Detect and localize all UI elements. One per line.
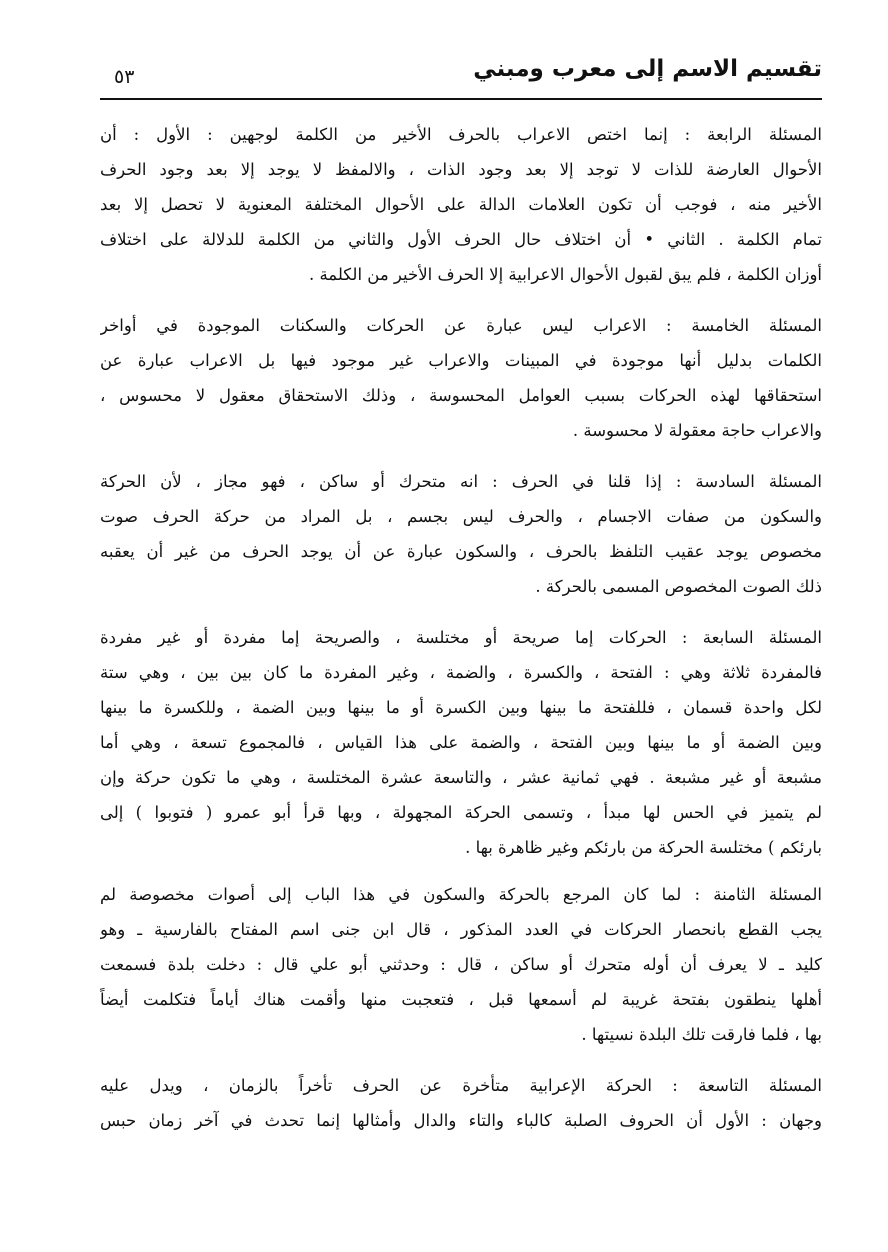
- text-line: الكلمات بدليل أنها موجودة في المبينات والاعراب غير موجود فيها بل الاعراب عبارة عن: [100, 351, 822, 370]
- text-line: الأحوال العارضة للذات لا توجد إلا بعد وجود الذات ، والالمفظ لا يوجد إلا بعد وجود الحرف: [100, 160, 822, 179]
- paragraph-question-5: [100, 308, 822, 448]
- text-line: أهلها ينطقون بفتحة غريبة لم أسمعها قبل ، فتعجبت منها وأقمت هناك أياماً فتكلمت أيضاً: [100, 990, 822, 1009]
- text-line: مخصوص يوجد عقيب التلفظ بالحرف ، والسكون عبارة عن أن يوجد الحرف من غير أن يعقبه: [100, 542, 822, 561]
- text-line: المسئلة السابعة : الحركات إما صريحة أو مختلسة ، والصريحة إما مفردة أو غير مفردة: [100, 628, 822, 647]
- text-line: ذلك الصوت المخصوص المسمى بالحركة .: [535, 577, 822, 596]
- paragraph-question-7: [100, 620, 822, 865]
- text-line: المسئلة الرابعة : إنما اختص الاعراب بالحرف الأخير من الكلمة لوجهين : الأول : أن: [100, 125, 822, 144]
- text-line: الأخير منه ، فوجب أن تكون العلامات الدالة على الأحوال المختلفة المعنوية لا تحصل إلا بعد: [100, 195, 822, 214]
- text-line: تمام الكلمة . الثاني • أن اختلاف حال الحرف الأول والثاني من الكلمة للدلالة على اختلاف: [100, 230, 822, 249]
- text-line: لكل واحدة قسمان ، فللفتحة ما بينها وبين الكسرة أو ما بينها وبين الضمة ، وللكسرة ما بينها: [100, 698, 822, 717]
- text-line: المسئلة الثامنة : لما كان المرجع بالحركة والسكون في هذا الباب إلى أصوات مخصوصة لم: [100, 885, 822, 904]
- text-line: وبين الضمة أو ما بينها وبين الفتحة ، والضمة على هذا القياس ، فالمجموع تسعة ، وهي أما: [100, 733, 822, 752]
- text-line: يجب القطع بانحصار الحركات في العدد المذكور ، قال ابن جنى اسم المفتاح بالفارسية ـ وهو: [100, 920, 822, 939]
- text-line: والاعراب حاجة معقولة لا محسوسة .: [572, 421, 822, 440]
- text-line: وجهان : الأول أن الحروف الصلبة كالباء والتاء والدال وأمثالها إنما تحدث في آخر زمان حبس: [100, 1111, 822, 1130]
- paragraph-question-9: [100, 1068, 822, 1138]
- running-title: تقسيم الاسم إلى معرب ومبني: [473, 56, 822, 82]
- text-line: المسئلة الخامسة : الاعراب ليس عبارة عن الحركات والسكنات الموجودة في أواخر: [100, 316, 822, 335]
- text-line: لم يتميز في الحس لها مبدأ ، وتسمى الحركة المجهولة ، وبها قرأ أبو عمرو ( فتوبوا ) إلى: [100, 803, 822, 822]
- text-line: استحقاقها لهذه الحركات بسبب العوامل المحسوسة ، وذلك الاستحقاق معقول لا محسوس ،: [100, 386, 822, 405]
- text-line: أوزان الكلمة ، فلم يبق لقبول الأحوال الاعرابية إلا الحرف الأخير من الكلمة .: [308, 265, 822, 284]
- text-line: بها ، فلما فارقت تلك البلدة نسيتها .: [581, 1025, 822, 1044]
- text-line: المسئلة التاسعة : الحركة الإعرابية متأخرة عن الحرف تأخراً بالزمان ، ويدل عليه: [100, 1076, 822, 1095]
- text-line: كليد ـ لا يعرف أن أوله متحرك أو ساكن ، قال : وحدثني أبو علي قال : دخلت بلدة فسمعت: [100, 955, 822, 974]
- page-header: [100, 56, 822, 96]
- paragraph-question-6: [100, 464, 822, 604]
- page-number: ٥٣: [114, 66, 135, 88]
- header-rule: [100, 98, 822, 100]
- text-line: المسئلة السادسة : إذا قلنا في الحرف : انه متحرك أو ساكن ، فهو مجاز ، لأن الحركة: [100, 472, 822, 491]
- text-line: مشبعة أو غير مشبعة . فهي ثمانية عشر ، والتاسعة عشرة المختلسة ، وهي ما تكون حركة وإن: [100, 768, 822, 787]
- text-line: بارئكم ) مختلسة الحركة من بارئكم وغير ظاهرة بها .: [465, 838, 822, 857]
- paragraph-question-4: [100, 117, 822, 292]
- paragraph-question-8: [100, 877, 822, 1052]
- text-line: والسكون من صفات الاجسام ، والحرف ليس بجسم ، بل المراد من حركة الحرف صوت: [100, 507, 822, 526]
- text-line: فالمفردة ثلاثة وهي : الفتحة ، والكسرة ، والضمة ، وغير المفردة ما كان بين بين ، وهي ستة: [100, 663, 822, 682]
- page-body: [100, 117, 822, 1154]
